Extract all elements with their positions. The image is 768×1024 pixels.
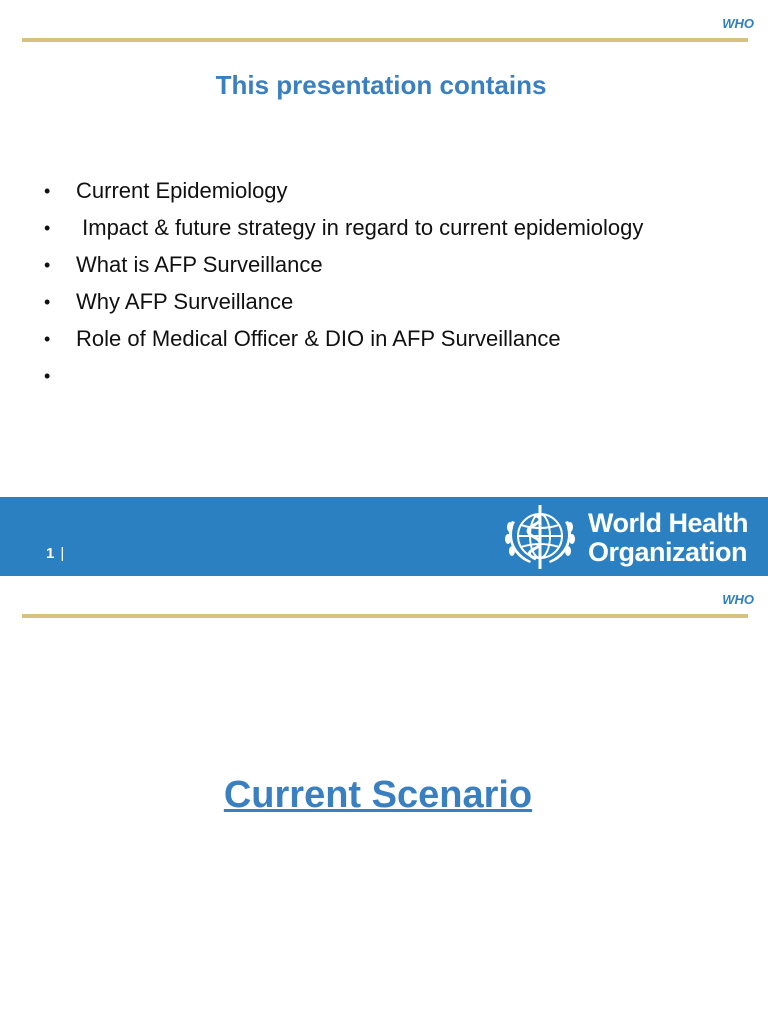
- bullet-text: Current Epidemiology: [76, 178, 288, 203]
- header-who-tag: WHO: [722, 16, 754, 31]
- footer-band: [0, 497, 768, 576]
- header-divider: [22, 38, 748, 42]
- org-name-line1: World Health: [588, 508, 749, 538]
- bullet-text: What is AFP Surveillance: [76, 252, 323, 277]
- bullet-item: [44, 250, 684, 280]
- bullet-list: [44, 176, 684, 398]
- org-name-line2: Organization: [588, 537, 748, 567]
- page-number: [46, 545, 64, 562]
- bullet-text: Why AFP Surveillance: [76, 289, 294, 314]
- bullet-dot-icon: •: [44, 292, 51, 312]
- bullet-item: [44, 176, 684, 206]
- organization-name: [588, 509, 748, 567]
- slide-2: [0, 576, 768, 1024]
- bullet-item: [44, 324, 684, 354]
- bullet-text: Impact & future strategy in regard to current epidemiology: [76, 215, 644, 240]
- header-divider: [22, 614, 748, 618]
- bullet-dot-icon: •: [44, 218, 51, 238]
- page-separator: |: [60, 545, 65, 562]
- who-emblem-icon: [498, 501, 582, 575]
- bullet-dot-icon: •: [44, 255, 51, 275]
- bullet-dot-icon: •: [44, 181, 51, 201]
- bullet-item: [44, 361, 684, 391]
- bullet-item: [44, 213, 684, 243]
- bullet-dot-icon: •: [44, 366, 51, 386]
- header-who-tag: WHO: [722, 592, 754, 607]
- section-title: Current Scenario: [223, 774, 533, 816]
- bullet-dot-icon: •: [44, 329, 51, 349]
- page-number-value: 1: [46, 545, 55, 562]
- slide-title: This presentation contains: [215, 70, 547, 100]
- bullet-item: [44, 287, 684, 317]
- bullet-text: Role of Medical Officer & DIO in AFP Surveillance: [76, 326, 561, 351]
